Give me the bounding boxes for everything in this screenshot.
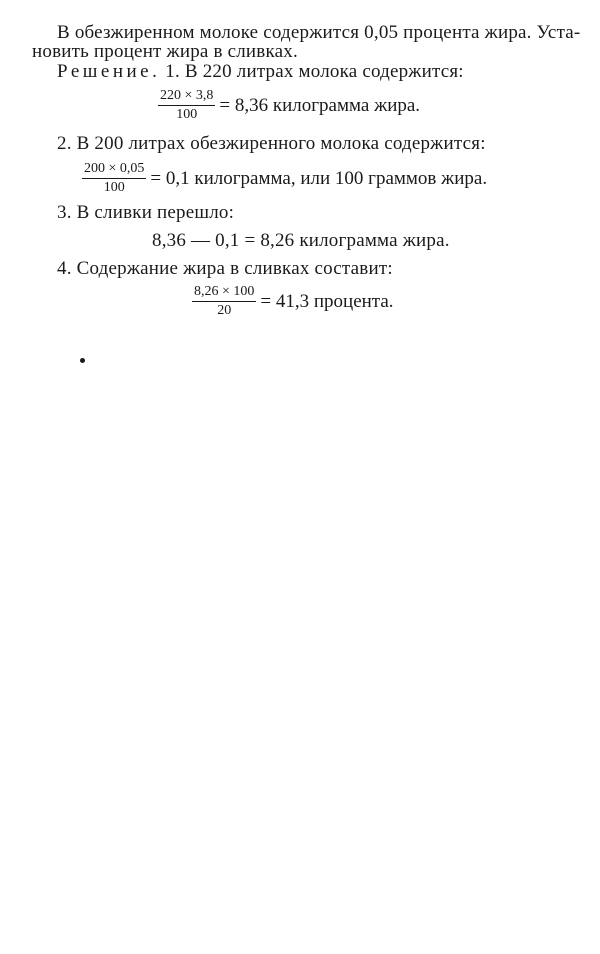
solution-label: Решение.	[57, 61, 161, 82]
step4-numerator: 8,26 × 100	[192, 284, 256, 302]
problem-line-2: новить процент жира в сливках.	[32, 41, 298, 62]
step4-formula	[192, 284, 394, 319]
ink-dot	[80, 358, 85, 363]
step2-numerator: 200 × 0,05	[82, 161, 146, 179]
step3-formula: 8,36 — 0,1 = 8,26 килограмма жира.	[152, 230, 450, 251]
step1-intro: 1. В 220 литрах молока содержится:	[165, 61, 464, 82]
step1-numerator: 220 × 3,8	[158, 88, 215, 106]
step4-result: = 41,3 процента.	[260, 290, 394, 312]
step1-denominator: 100	[176, 107, 198, 122]
step2-formula	[82, 161, 487, 196]
step1-result: = 8,36 килограмма жира.	[219, 94, 421, 116]
step4-intro: 4. Содержание жира в сливках составит:	[57, 258, 393, 279]
step1-fraction	[158, 88, 215, 123]
solution-step-1	[57, 61, 464, 83]
step4-fraction	[192, 284, 256, 319]
step2-denominator: 100	[103, 180, 125, 195]
step3-intro: 3. В сливки перешло:	[57, 202, 235, 223]
step2-intro: 2. В 200 литрах обезжиренного молока содержится:	[57, 133, 486, 154]
step4-denominator: 20	[217, 303, 232, 318]
step2-fraction	[82, 161, 146, 196]
problem-line-1: В обезжиренном молоке содержится 0,05 процента жира. Уста-	[57, 22, 581, 43]
step1-formula	[158, 88, 420, 123]
step2-result: = 0,1 килограмма, или 100 граммов жира.	[150, 167, 488, 189]
